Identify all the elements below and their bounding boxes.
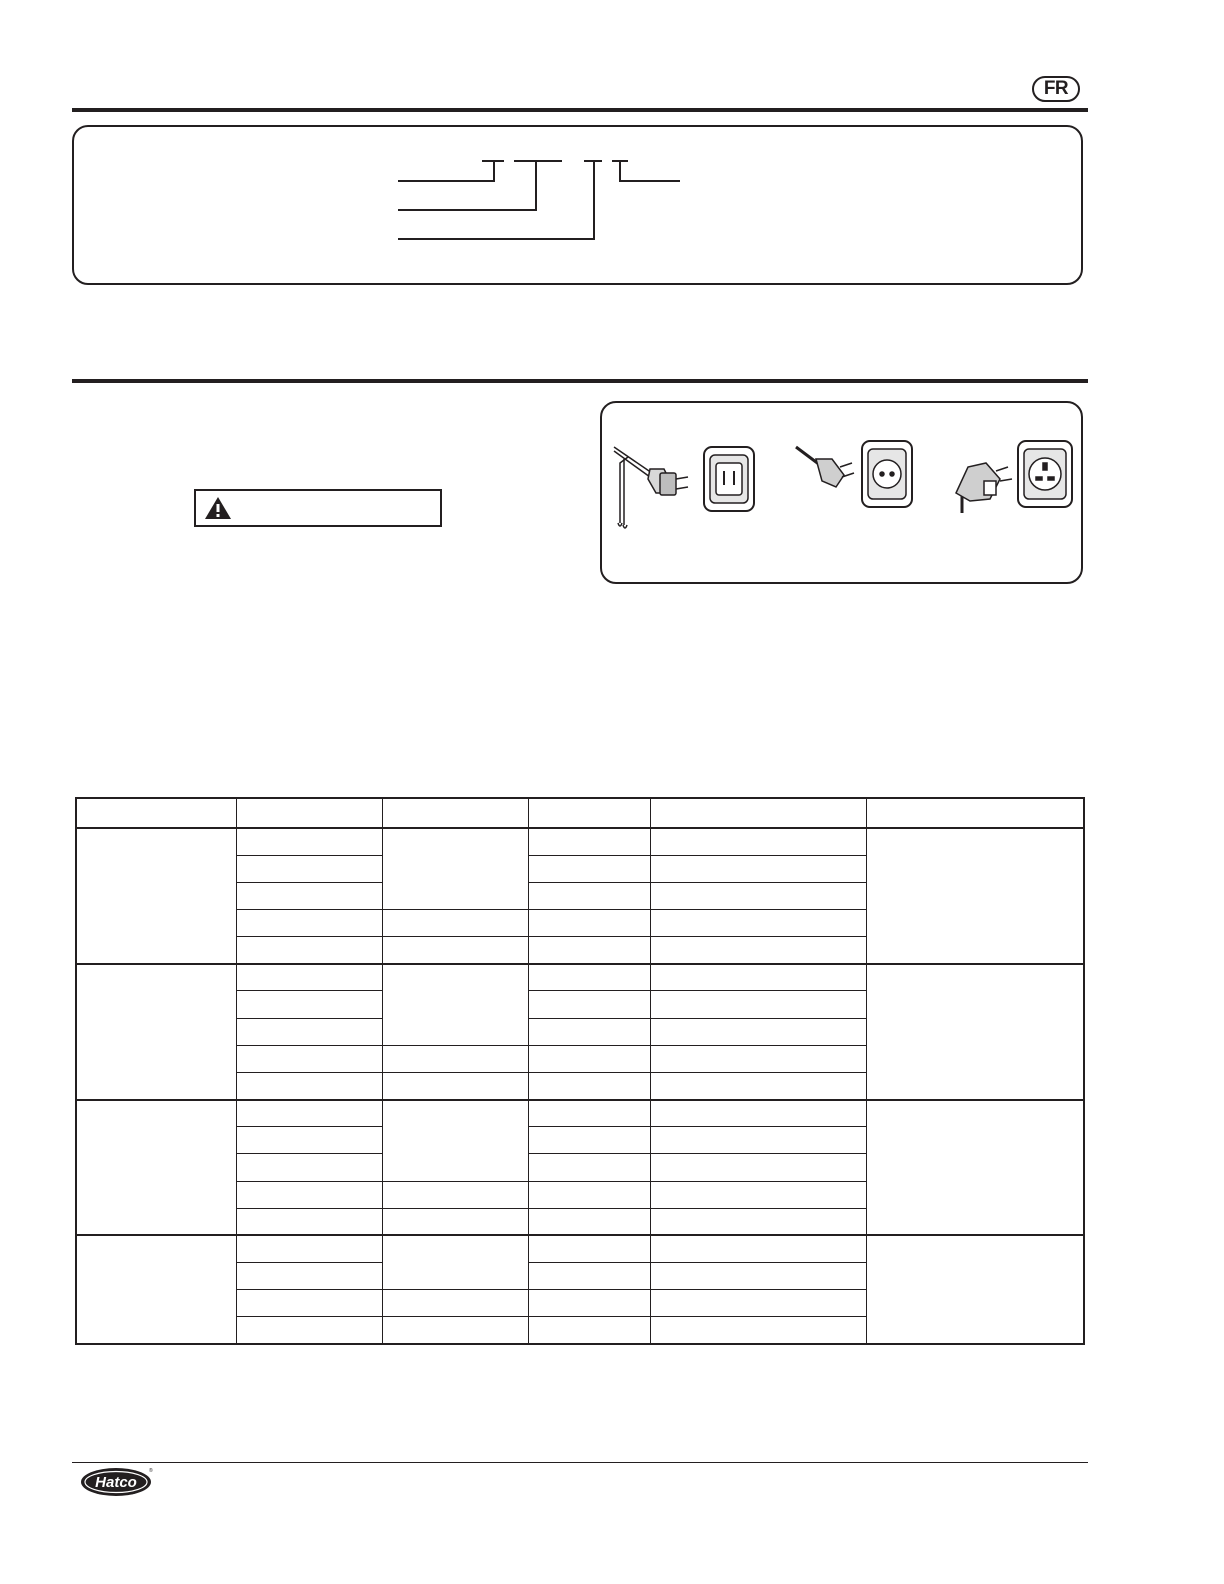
table-cell	[236, 991, 382, 1018]
table-cell	[528, 882, 650, 909]
language-badge: FR	[1032, 76, 1080, 102]
table-cell	[382, 1290, 528, 1317]
table-cell	[236, 828, 382, 855]
hatco-logo-text: Hatco	[95, 1474, 137, 1491]
table-row	[76, 1100, 1084, 1127]
table-cell	[650, 964, 866, 991]
table-cell	[528, 1045, 650, 1072]
table-cell	[236, 1181, 382, 1208]
footer-rule	[72, 1462, 1088, 1463]
plug-illustrations	[600, 401, 1083, 584]
table-cell	[236, 1018, 382, 1045]
table-cell	[236, 1045, 382, 1072]
table-cell	[382, 828, 528, 909]
table-cell	[382, 1072, 528, 1099]
table-cell	[236, 1100, 382, 1127]
table-cell	[236, 964, 382, 991]
table-header-row	[76, 798, 1084, 828]
table-cell	[528, 1290, 650, 1317]
table-cell	[650, 909, 866, 936]
section-rule	[72, 379, 1088, 383]
table-cell	[382, 1208, 528, 1235]
table-cell	[528, 855, 650, 882]
table-cell	[236, 1154, 382, 1181]
table-cell	[236, 1235, 382, 1262]
table-cell	[650, 1181, 866, 1208]
table-cell	[650, 855, 866, 882]
table-cell	[650, 1263, 866, 1290]
warning-triangle-icon	[204, 496, 232, 520]
table-cell	[650, 1045, 866, 1072]
table-cell	[528, 991, 650, 1018]
table-cell	[528, 909, 650, 936]
warning-box	[194, 489, 442, 527]
table-cell	[650, 937, 866, 964]
table-cell	[528, 1181, 650, 1208]
table-cell	[382, 909, 528, 936]
table-cell	[528, 1263, 650, 1290]
table-row	[76, 828, 1084, 855]
header-rule	[72, 108, 1088, 112]
table-cell	[236, 1317, 382, 1344]
column-header	[236, 798, 382, 828]
schuko-plug-outlet-icon	[796, 441, 912, 507]
note-cell	[866, 1100, 1084, 1236]
table-cell	[382, 1045, 528, 1072]
table-cell	[236, 909, 382, 936]
model-designation-panel	[72, 125, 1083, 285]
table-cell	[650, 828, 866, 855]
table-cell	[382, 1100, 528, 1181]
column-header	[650, 798, 866, 828]
model-cell	[76, 1235, 236, 1344]
table-cell	[236, 1127, 382, 1154]
model-cell	[76, 1100, 236, 1236]
model-cell	[76, 964, 236, 1100]
table-cell	[528, 1100, 650, 1127]
table-cell	[528, 964, 650, 991]
table-cell	[382, 964, 528, 1045]
column-header	[382, 798, 528, 828]
svg-text:®: ®	[149, 1468, 153, 1474]
note-cell	[866, 964, 1084, 1100]
table-cell	[650, 1072, 866, 1099]
table-cell	[650, 1235, 866, 1262]
us-plug-outlet-icon	[614, 447, 754, 528]
table-cell	[382, 1181, 528, 1208]
column-header	[528, 798, 650, 828]
table-cell	[650, 1154, 866, 1181]
table-cell	[650, 991, 866, 1018]
table-cell	[236, 855, 382, 882]
table-cell	[528, 1018, 650, 1045]
table-row	[76, 1235, 1084, 1262]
uk-plug-outlet-icon	[956, 441, 1072, 513]
table-cell	[650, 882, 866, 909]
table-cell	[528, 1208, 650, 1235]
table-cell	[236, 1263, 382, 1290]
table-cell	[382, 1235, 528, 1289]
table-cell	[650, 1317, 866, 1344]
table-cell	[650, 1208, 866, 1235]
note-cell	[866, 1235, 1084, 1344]
table-cell	[382, 937, 528, 964]
table-cell	[236, 937, 382, 964]
table-cell	[650, 1018, 866, 1045]
table-cell	[528, 1154, 650, 1181]
table-cell	[528, 937, 650, 964]
table-cell	[236, 1072, 382, 1099]
model-cell	[76, 828, 236, 964]
table-cell	[528, 828, 650, 855]
table-cell	[236, 882, 382, 909]
table-cell	[650, 1290, 866, 1317]
table-cell	[528, 1127, 650, 1154]
hatco-logo	[80, 1466, 154, 1498]
table-cell	[528, 1235, 650, 1262]
model-code-diagram	[72, 125, 1083, 285]
table-cell	[528, 1317, 650, 1344]
table-cell	[650, 1100, 866, 1127]
specification-table	[75, 797, 1085, 1345]
table-row	[76, 964, 1084, 991]
table-cell	[382, 1317, 528, 1344]
table-cell	[236, 1208, 382, 1235]
column-header	[76, 798, 236, 828]
column-header	[866, 798, 1084, 828]
table-cell	[650, 1127, 866, 1154]
table-cell	[236, 1290, 382, 1317]
table-cell	[528, 1072, 650, 1099]
plug-configurations-panel	[600, 401, 1083, 584]
note-cell	[866, 828, 1084, 964]
